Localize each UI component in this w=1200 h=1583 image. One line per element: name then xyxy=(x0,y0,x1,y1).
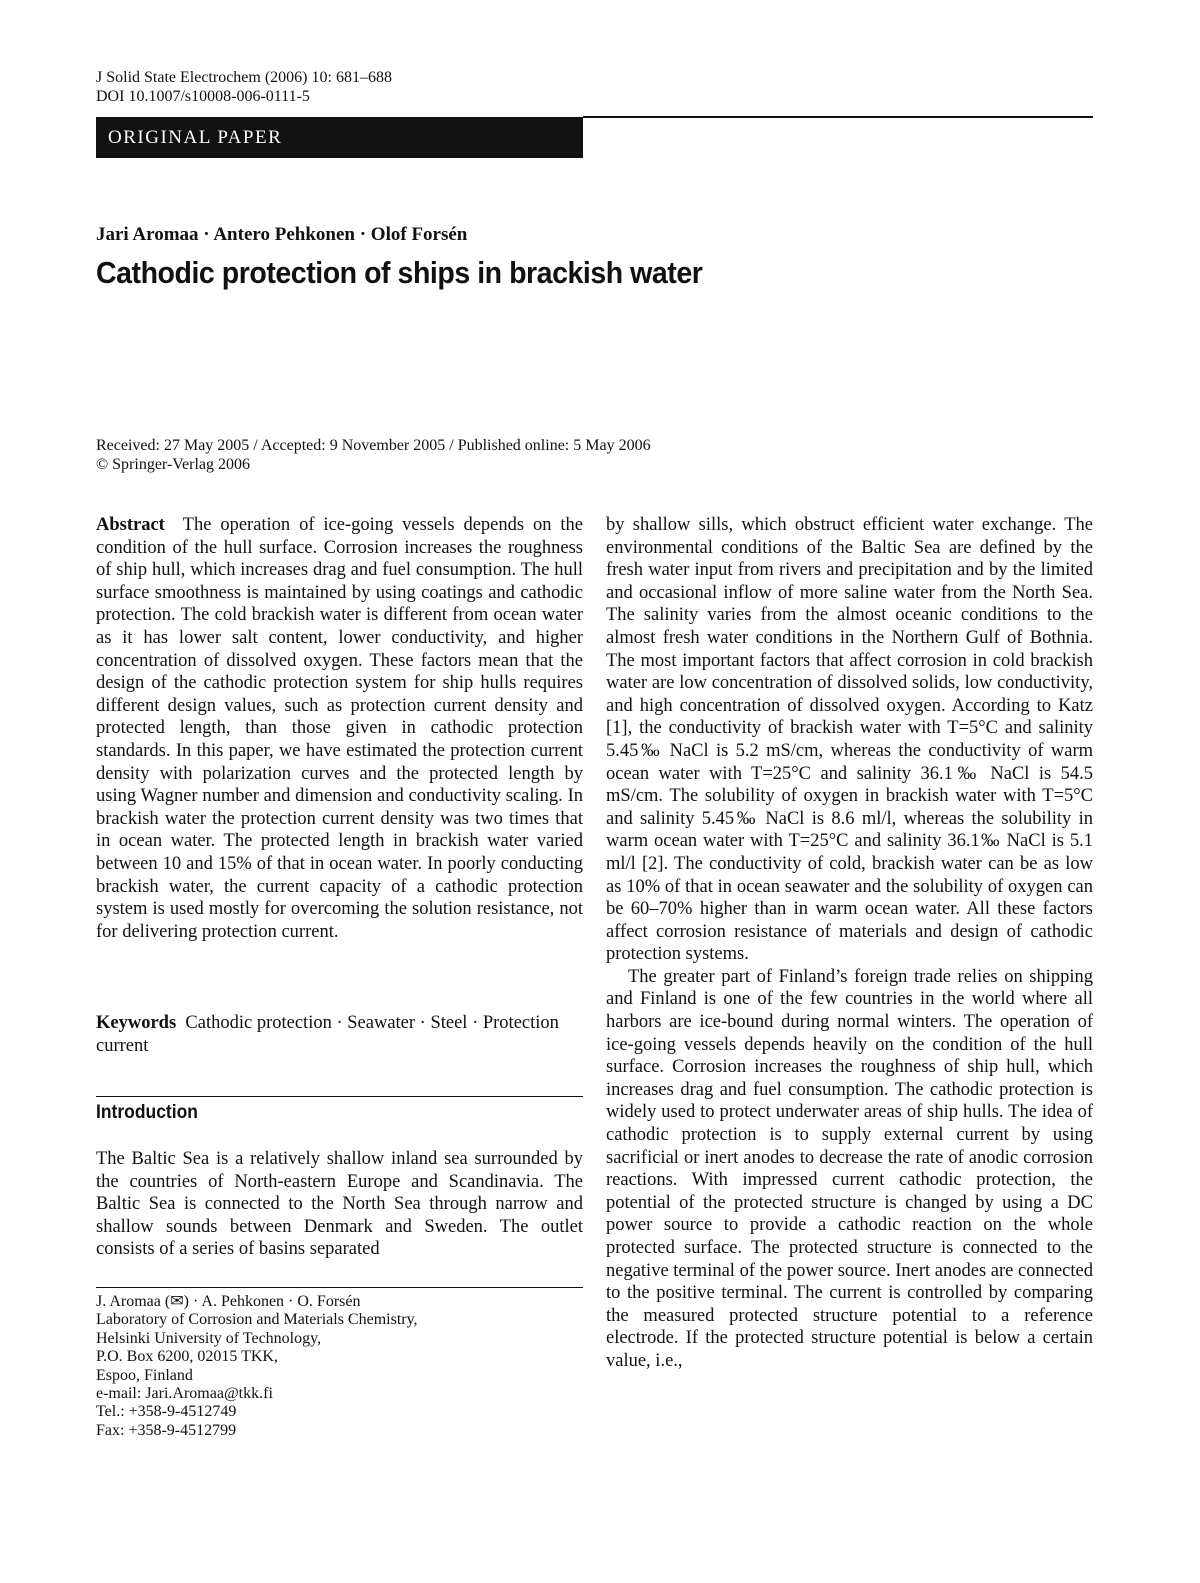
section-rule xyxy=(96,1096,583,1097)
affiliation-address: P.O. Box 6200, 02015 TKK, xyxy=(96,1348,278,1366)
journal-info xyxy=(96,68,392,106)
right-paragraph-2: The greater part of Finland’s foreign trade relies on shipping and Finland is one of the few countries in the world where all harbors are ice-bound during normal winters. The operation of ice-going vessels depends heavily on the condition of the hull surface. Corrosion increases the roughness of ship hull, which increases drag and fuel consumption. The cathodic protection is widely used to protect underwater areas of ship hulls. The idea of cathodic protection is to supply external current by using sacrificial or inert anodes to decrease the rate of anodic corrosion reactions. With impressed current cathodic protection, the potential of the protected structure is changed by using a DC power source to provide a cathodic reaction on the whole protected surface. The protected structure is connected to the negative terminal of the power source. Inert anodes are connected to the positive terminal. The current is controlled by comparing the measured protected structure potential to a reference electrode. If the protected structure potential is below a certain value, i.e., xyxy=(606,966,1093,1371)
affiliation-lab: Laboratory of Corrosion and Materials Chemistry, xyxy=(96,1311,418,1329)
affiliation-email[interactable]: e-mail: Jari.Aromaa@tkk.fi xyxy=(96,1385,273,1403)
journal-citation: J Solid State Electrochem (2006) 10: 681–688 xyxy=(96,69,392,86)
doi: DOI 10.1007/s10008-006-0111-5 xyxy=(96,88,310,105)
keywords-text: Cathodic protection · Seawater · Steel · Protection current xyxy=(96,1013,559,1056)
affiliation-university: Helsinki University of Technology, xyxy=(96,1329,322,1347)
abstract-text: The operation of ice-going vessels depends on the condition of the hull surface. Corrosion increases the roughness of ship hull, which increases drag and fuel consumption. The hull surface smoothness is maintained by using coatings and cathodic protection. The cold brackish water is different from ocean water as it has lower salt content, lower conductivity, and higher concentration of dissolved oxygen. These factors mean that the design of the cathodic protection system for ship hulls requires different design values, such as protection current density and protected length, than those given in cathodic protection standards. In this paper, we have estimated the protection current density with polarization curves and the protected length by using Wagner number and dimension and conductivity scaling. In brackish water the protection current density was two times that in ocean water. The protected length in brackish water varied between 10 and 15% of that in ocean water. In poorly conducting brackish water, the current capacity of a cathodic protection system is used mostly for overcoming the solution resistance, not for delivering protection current. xyxy=(96,515,583,942)
affiliation-fax: Fax: +358-9-4512799 xyxy=(96,1421,237,1439)
footnote-rule xyxy=(96,1287,583,1288)
introduction-heading: Introduction xyxy=(96,1102,198,1123)
publication-dates xyxy=(96,436,651,474)
affiliation-authors: J. Aromaa (✉) · A. Pehkonen · O. Forsén xyxy=(96,1293,361,1310)
keywords-label: Keywords xyxy=(96,1013,177,1033)
affiliation-tel: Tel.: +358-9-4512749 xyxy=(96,1403,237,1421)
article-title: Cathodic protection of ships in brackish water xyxy=(96,255,703,290)
right-paragraph-1: by shallow sills, which obstruct efficient water exchange. The environmental conditions of the Baltic Sea are defined by the fresh water input from rivers and precipitation and by the limited and occasional inflow of more saline water from the North Sea. The salinity varies from the almost oceanic conditions to the almost fresh water conditions in the Northern Gulf of Bothnia. The most important factors that affect corrosion in cold brackish water are low concentration of dissolved solids, low conductivity, and high concentration of dissolved oxygen. According to Katz [1], the conductivity of brackish water with T=5°C and salinity 5.45‰ NaCl is 5.2 mS/cm, whereas the conductivity of warm ocean water with T=25°C and salinity 36.1‰ NaCl is 54.5 mS/cm. The solubility of oxygen in brackish water with T=5°C and salinity 5.45‰ NaCl is 8.6 ml/l, whereas the solubility in warm ocean water with T=25°C and salinity 36.1‰ NaCl is 5.1 ml/l [2]. The conductivity of cold, brackish water can be as low as 10% of that in ocean seawater and the solubility of oxygen can be 60–70% higher than in warm ocean water. All these factors affect corrosion resistance of materials and design of cathodic protection systems. xyxy=(606,515,1093,965)
introduction-paragraph: The Baltic Sea is a relatively shallow inland sea surrounded by the countries of North-eastern Europe and Scandinavia. The Baltic Sea is connected to the North Sea through narrow and shallow sounds between Denmark and Sweden. The outlet consists of a series of basins separated xyxy=(96,1149,583,1260)
received-line: Received: 27 May 2005 / Accepted: 9 November 2005 / Published online: 5 May 2006 xyxy=(96,437,651,454)
section-banner: ORIGINAL PAPER xyxy=(96,117,583,158)
authors: Jari Aromaa · Antero Pehkonen · Olof Forsén xyxy=(96,224,468,245)
affiliation-city: Espoo, Finland xyxy=(96,1366,193,1384)
keywords xyxy=(96,1012,583,1057)
abstract xyxy=(96,514,583,943)
copyright-line: © Springer-Verlag 2006 xyxy=(96,456,251,473)
author-affiliation xyxy=(96,1293,418,1440)
abstract-label: Abstract xyxy=(96,515,165,535)
header-rule xyxy=(583,116,1093,118)
right-column xyxy=(606,514,1093,1373)
introduction-text xyxy=(96,1148,583,1261)
